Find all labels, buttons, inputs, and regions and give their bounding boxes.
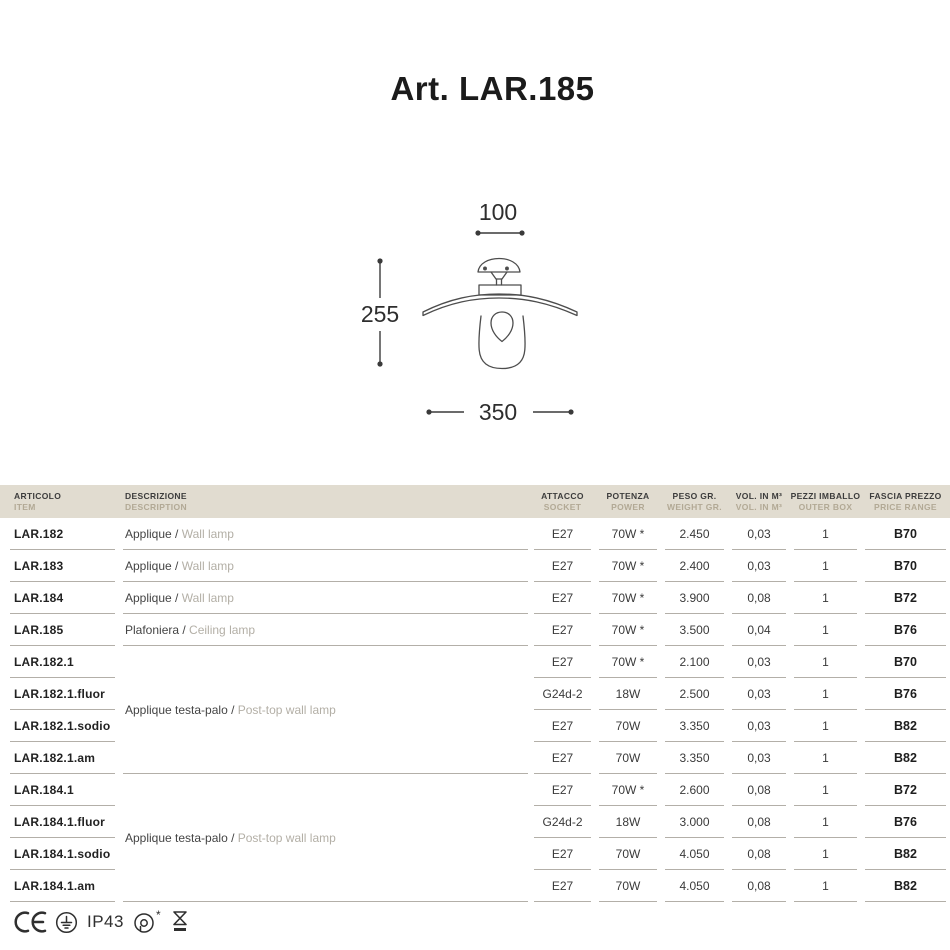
dim-top-label: 100 (478, 199, 518, 225)
asterisk-note: * (155, 908, 161, 922)
price-range-value: B82 (861, 870, 950, 902)
volume-value: 0,04 (728, 614, 790, 646)
weight-value: 2.450 (661, 518, 728, 550)
power-value: 70W * (595, 614, 661, 646)
dim-bottom-label: 350 (478, 399, 518, 425)
description-it: Applique / (125, 527, 182, 541)
description-it: Applique / (125, 591, 182, 605)
weight-value: 3.000 (661, 806, 728, 838)
volume-value: 0,03 (728, 518, 790, 550)
header-fascia: FASCIA PREZZO PRICE RANGE (869, 491, 942, 512)
header-articolo: ARTICOLO ITEM (14, 491, 62, 512)
power-value: 70W * (595, 582, 661, 614)
weight-value: 4.050 (661, 838, 728, 870)
description-it: Plafoniera / (125, 623, 190, 637)
article-code: LAR.184 (0, 582, 117, 614)
description-en: Post-top wall lamp (237, 703, 336, 717)
description-en: Wall lamp (181, 527, 234, 541)
price-range-value: B72 (861, 582, 950, 614)
ip-rating: IP43 (87, 912, 124, 931)
article-code: LAR.185 (0, 614, 117, 646)
page-title: Art. LAR.185 (390, 70, 595, 107)
article-code: LAR.182.1 (0, 646, 117, 678)
hourglass-icon (170, 909, 190, 935)
socket-value: E27 (530, 870, 595, 902)
volume-value: 0,03 (728, 742, 790, 774)
volume-value: 0,08 (728, 774, 790, 806)
volume-value: 0,03 (728, 678, 790, 710)
article-code: LAR.184.1 (0, 774, 117, 806)
socket-value: E27 (530, 518, 595, 550)
pieces-value: 1 (790, 806, 861, 838)
header-descrizione: DESCRIZIONE DESCRIPTION (125, 491, 187, 512)
socket-value: E27 (530, 838, 595, 870)
table-body (0, 518, 950, 902)
article-code: LAR.184.1.fluor (0, 806, 117, 838)
pieces-value: 1 (790, 678, 861, 710)
price-range-value: B70 (861, 550, 950, 582)
socket-value: E27 (530, 710, 595, 742)
price-range-value: B76 (861, 678, 950, 710)
volume-value: 0,03 (728, 710, 790, 742)
description-cell-group (117, 646, 530, 774)
lamp-stem (491, 272, 507, 279)
price-range-value: B82 (861, 838, 950, 870)
weight-value: 3.350 (661, 742, 728, 774)
pieces-value: 1 (790, 838, 861, 870)
weight-value: 3.350 (661, 710, 728, 742)
pieces-value: 1 (790, 710, 861, 742)
header-attacco: ATTACCO SOCKET (541, 491, 584, 512)
price-range-value: B82 (861, 742, 950, 774)
weight-value: 2.400 (661, 550, 728, 582)
certification-footer (10, 906, 190, 938)
pieces-value: 1 (790, 614, 861, 646)
description-cell-group (117, 774, 530, 902)
socket-value: E27 (530, 550, 595, 582)
power-value: 70W (595, 870, 661, 902)
article-code: LAR.184.1.am (0, 870, 117, 902)
article-code: LAR.182.1.fluor (0, 678, 117, 710)
socket-value: G24d-2 (530, 806, 595, 838)
header-volume: VOL. IN M³ VOL. IN M³ (735, 491, 783, 512)
price-range-value: B76 (861, 614, 950, 646)
description-en: Ceiling lamp (189, 623, 256, 637)
header-potenza: POTENZA POWER (606, 491, 650, 512)
pieces-value: 1 (790, 582, 861, 614)
weight-value: 2.600 (661, 774, 728, 806)
price-range-value: B70 (861, 646, 950, 678)
description-it: Applique testa-palo / (125, 703, 238, 717)
article-code: LAR.182.1.sodio (0, 710, 117, 742)
article-code: LAR.182 (0, 518, 117, 550)
price-range-value: B72 (861, 774, 950, 806)
description-cell (117, 550, 530, 582)
volume-value: 0,03 (728, 550, 790, 582)
table-header (0, 485, 950, 518)
socket-value: G24d-2 (530, 678, 595, 710)
socket-value: E27 (530, 582, 595, 614)
pieces-value: 1 (790, 550, 861, 582)
earth-class-icon (55, 911, 78, 934)
socket-value: E27 (530, 614, 595, 646)
description-it: Applique testa-palo / (125, 831, 238, 845)
volume-value: 0,08 (728, 838, 790, 870)
volume-value: 0,08 (728, 582, 790, 614)
power-value: 70W (595, 838, 661, 870)
ce-mark-icon (10, 910, 48, 934)
description-cell (117, 518, 530, 550)
volume-value: 0,03 (728, 646, 790, 678)
technical-drawing (350, 190, 660, 440)
description-en: Wall lamp (181, 591, 234, 605)
power-value: 70W (595, 742, 661, 774)
lamp-symbol-icon (133, 911, 155, 934)
lamp-glass (479, 316, 525, 369)
dim-height-label: 255 (360, 301, 400, 327)
description-en: Post-top wall lamp (237, 831, 336, 845)
description-cell (117, 614, 530, 646)
price-range-value: B82 (861, 710, 950, 742)
lamp-drawing (350, 190, 660, 440)
weight-value: 2.500 (661, 678, 728, 710)
article-code: LAR.182.1.am (0, 742, 117, 774)
description-it: Applique / (125, 559, 182, 573)
power-value: 70W (595, 710, 661, 742)
pieces-value: 1 (790, 774, 861, 806)
header-pezzi: PEZZI IMBALLO OUTER BOX (790, 491, 861, 512)
pieces-value: 1 (790, 518, 861, 550)
socket-value: E27 (530, 646, 595, 678)
pieces-value: 1 (790, 742, 861, 774)
lamp-bulb (491, 312, 513, 342)
power-value: 70W * (595, 550, 661, 582)
description-en: Wall lamp (181, 559, 234, 573)
article-code: LAR.183 (0, 550, 117, 582)
price-range-value: B76 (861, 806, 950, 838)
article-code: LAR.184.1.sodio (0, 838, 117, 870)
power-value: 70W * (595, 774, 661, 806)
weight-value: 3.900 (661, 582, 728, 614)
power-value: 70W * (595, 518, 661, 550)
spec-table (0, 485, 950, 902)
power-value: 18W (595, 806, 661, 838)
power-value: 18W (595, 678, 661, 710)
weight-value: 3.500 (661, 614, 728, 646)
volume-value: 0,08 (728, 806, 790, 838)
socket-value: E27 (530, 774, 595, 806)
volume-value: 0,08 (728, 870, 790, 902)
header-peso: PESO GR. WEIGHT GR. (667, 491, 722, 512)
weight-value: 2.100 (661, 646, 728, 678)
pieces-value: 1 (790, 870, 861, 902)
description-cell (117, 582, 530, 614)
weight-value: 4.050 (661, 870, 728, 902)
power-value: 70W * (595, 646, 661, 678)
pieces-value: 1 (790, 646, 861, 678)
socket-value: E27 (530, 742, 595, 774)
price-range-value: B70 (861, 518, 950, 550)
